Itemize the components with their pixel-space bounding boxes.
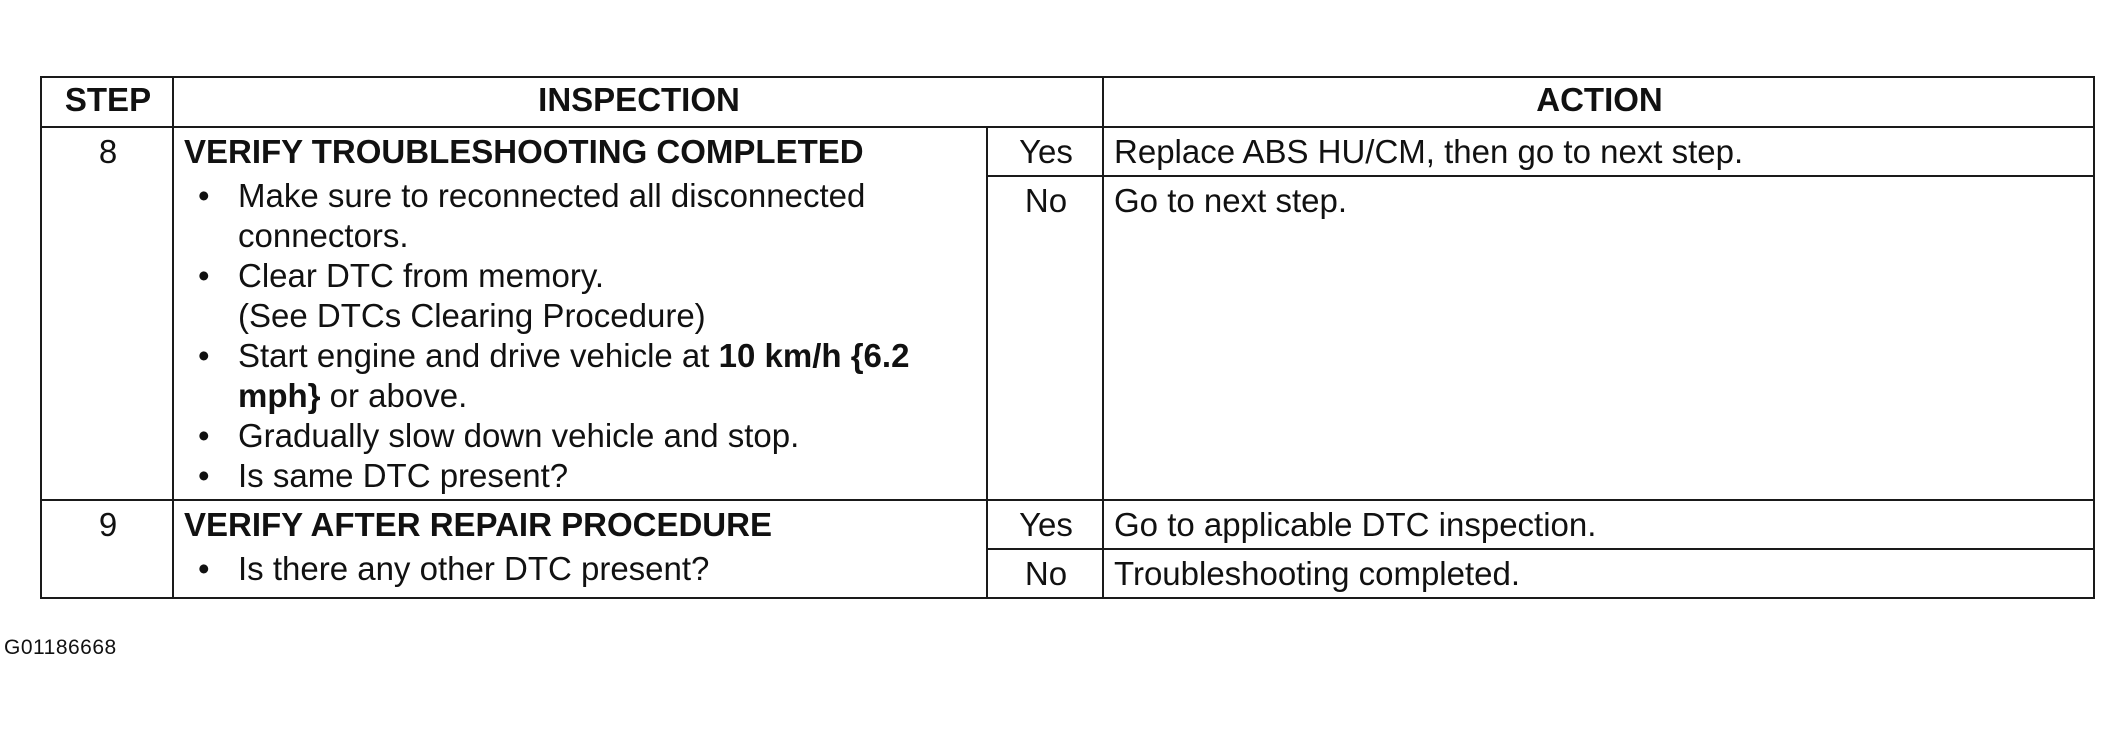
step-bullets-cell — [173, 176, 987, 500]
figure-id: G01186668 — [4, 636, 117, 659]
bullet-text-bold: 10 km/h {6.2 mph} — [238, 337, 910, 414]
header-row — [41, 77, 2094, 127]
header-action: ACTION — [1103, 77, 2094, 127]
no-action: Go to next step. — [1103, 176, 2094, 500]
step-9-no-row — [41, 549, 2094, 598]
procedure-table — [40, 76, 2095, 599]
yes-action: Replace ABS HU/CM, then go to next step. — [1103, 127, 2094, 176]
header-inspection: INSPECTION — [173, 77, 1103, 127]
yes-label: Yes — [987, 127, 1103, 176]
bullet-item — [184, 549, 978, 589]
step-8-yes-row — [41, 127, 2094, 176]
step-bullets-cell — [173, 549, 987, 598]
bullet-text: Clear DTC from memory. — [238, 257, 605, 294]
bullet-item — [184, 416, 978, 456]
bullet-list — [184, 176, 978, 496]
bullet-item — [184, 176, 978, 256]
bullet-item — [184, 456, 978, 496]
bullet-text: Gradually slow down vehicle and stop. — [238, 417, 800, 454]
step-number: 9 — [41, 500, 173, 598]
step-title: VERIFY TROUBLESHOOTING COMPLETED — [173, 127, 987, 176]
step-number: 8 — [41, 127, 173, 500]
bullet-subline: (See DTCs Clearing Procedure) — [238, 297, 706, 334]
bullet-text: Start engine and drive vehicle at — [238, 337, 719, 374]
bullet-list — [184, 549, 978, 589]
step-8-no-row — [41, 176, 2094, 500]
bullet-text: or above. — [320, 377, 468, 414]
bullet-item — [184, 256, 978, 336]
no-label: No — [987, 549, 1103, 598]
header-step: STEP — [41, 77, 173, 127]
bullet-text: Is same DTC present? — [238, 457, 569, 494]
bullet-text: Make sure to reconnected all disconnected connectors. — [238, 177, 866, 254]
bullet-item — [184, 336, 978, 416]
no-label: No — [987, 176, 1103, 500]
step-9-yes-row — [41, 500, 2094, 549]
yes-label: Yes — [987, 500, 1103, 549]
bullet-text: Is there any other DTC present? — [238, 550, 710, 587]
no-action: Troubleshooting completed. — [1103, 549, 2094, 598]
yes-action: Go to applicable DTC inspection. — [1103, 500, 2094, 549]
step-title: VERIFY AFTER REPAIR PROCEDURE — [173, 500, 987, 549]
